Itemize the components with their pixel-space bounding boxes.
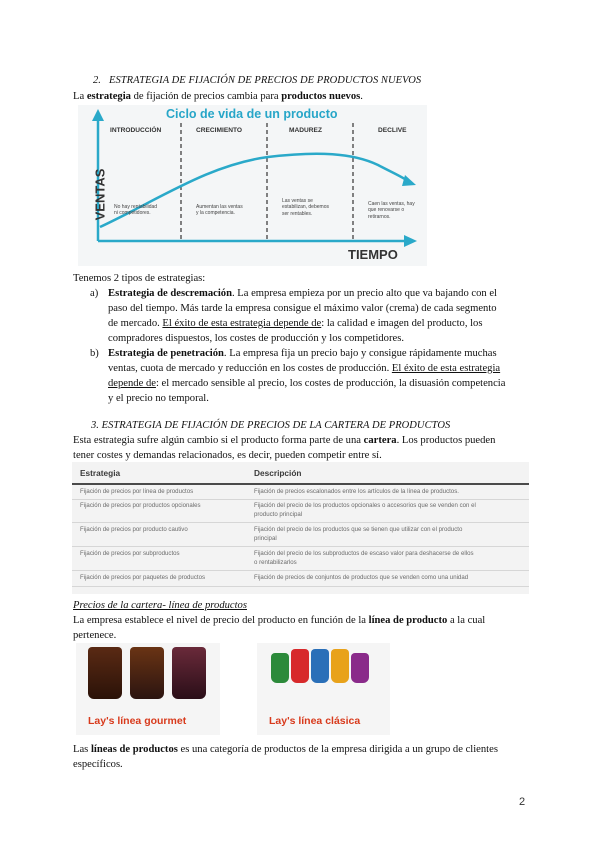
table-row-5-description: Fijación de precios de conjuntos de productos que se venden como una unidad xyxy=(254,574,469,581)
strategy-b-marker: b) xyxy=(90,348,99,359)
table-row-separator xyxy=(72,499,529,500)
gourmet-bag-image xyxy=(88,647,122,699)
stage-madurez: MADUREZ xyxy=(289,127,322,134)
note-declive: Caen las ventas, hay que renovarse o retirarnos. xyxy=(368,201,415,220)
linea-subheading: Precios de la cartera- línea de productos xyxy=(73,600,247,611)
x-axis-label: TIEMPO xyxy=(348,247,398,262)
section-2-heading: 2. ESTRATEGIA DE FIJACIÓN DE PRECIOS DE PRODUCTOS NUEVOS xyxy=(93,75,422,86)
gourmet-bag-image xyxy=(130,647,164,699)
classic-line-photo xyxy=(257,643,390,735)
table-row-3-description: Fijación del precio de los productos que se tienen que utilizar con el producto xyxy=(254,526,463,533)
lifecycle-title: Ciclo de vida de un producto xyxy=(166,107,338,121)
table-row-3-strategy: Fijación de precios por producto cautivo xyxy=(80,526,188,533)
table-row-separator xyxy=(72,586,529,587)
section-3-heading: 3. ESTRATEGIA DE FIJACIÓN DE PRECIOS DE LA CARTERA DE PRODUCTOS xyxy=(91,420,451,431)
strategy-b-line-4: y el precio no temporal. xyxy=(108,393,209,404)
closing-line-1: Las líneas de productos es una categoría de productos de la empresa dirigida a un grupo de clientes xyxy=(73,744,498,755)
gourmet-caption: Lay's línea gourmet xyxy=(88,715,187,727)
classic-bag-image xyxy=(271,653,289,683)
stage-declive: DECLIVE xyxy=(378,127,407,134)
note-introduccion: No hay rentabilidad ni competidores. xyxy=(114,204,158,217)
strategy-a-marker: a) xyxy=(90,288,99,299)
table-row-2-strategy: Fijación de precios por productos opcionales xyxy=(80,502,201,509)
classic-bag-image xyxy=(331,649,349,683)
strategy-b-line-1: Estrategia de penetración. La empresa fija un precio bajo y consigue rápidamente muchas xyxy=(108,348,497,359)
gourmet-bag-image xyxy=(172,647,206,699)
note-crecimiento: Aumentan las ventas y la competencia. xyxy=(196,204,243,217)
table-row-2-description-cont: producto principal xyxy=(254,511,303,518)
classic-caption: Lay's línea clásica xyxy=(269,715,361,727)
closing-line-2: específicos. xyxy=(73,759,123,770)
strategies-intro: Tenemos 2 tipos de estrategias: xyxy=(73,273,206,284)
table-row-separator xyxy=(72,570,529,571)
classic-bag-image xyxy=(351,653,369,683)
table-row-separator xyxy=(72,546,529,547)
stage-introduccion: INTRODUCCIÓN xyxy=(110,127,162,134)
table-row-4-strategy: Fijación de precios por subproductos xyxy=(80,550,180,557)
x-axis-arrow xyxy=(404,235,417,247)
product-lifecycle-figure xyxy=(78,105,427,266)
table-row-5-strategy: Fijación de precios por paquetes de productos xyxy=(80,574,205,581)
linea-line-2: pertenece. xyxy=(73,630,117,641)
strategy-b-line-3: depende de: el mercado sensible al precio, los costes de producción, la disuasión competencia xyxy=(108,378,506,389)
linea-line-1: La empresa establece el nivel de precio del producto en función de la línea de producto a la cual xyxy=(73,615,486,626)
y-axis-label: VENTAS xyxy=(92,168,108,221)
strategy-a-line-2: paso del tiempo. Más tarde la empresa consigue el máximo valor (crema) de cada segmento xyxy=(108,303,497,314)
table-header-estrategia: Estrategia xyxy=(80,468,121,478)
pricing-strategy-table xyxy=(72,462,529,594)
gourmet-line-photo xyxy=(76,643,220,735)
stage-crecimiento: CRECIMIENTO xyxy=(196,127,243,134)
strategy-a-line-1: Estrategia de descremación. La empresa empieza por un precio alto que va bajando con el xyxy=(108,288,497,299)
section-2-intro: La estrategia de fijación de precios cambia para productos nuevos. xyxy=(73,91,363,102)
table-row-2-description: Fijación del precio de los productos opcionales o accesorios que se venden con el xyxy=(254,502,476,509)
table-header-descripcion: Descripción xyxy=(254,468,302,478)
table-header-rule xyxy=(72,483,529,485)
note-madurez: Las ventas se estabilizan, debemos ser rentables. xyxy=(282,198,329,217)
section-3-line-1: Esta estrategia sufre algún cambio si el producto forma parte de una cartera. Los productos pueden xyxy=(73,435,496,446)
table-row-4-description: Fijación del precio de los subproductos de escaso valor para deshacerse de ellos xyxy=(254,550,474,557)
strategy-b-line-2: ventas, cuota de mercado y reducción en los costes de producción. El éxito de esta estrategia xyxy=(108,363,501,374)
table-row-separator xyxy=(72,522,529,523)
table-row-1-description: Fijación de precios escalonados entre los artículos de la línea de productos. xyxy=(254,488,459,495)
table-row-4-description-cont: o rentabilizarlos xyxy=(254,559,297,566)
classic-bag-image xyxy=(291,649,309,683)
page-number: 2 xyxy=(519,796,526,808)
table-row-3-description-cont: principal xyxy=(254,535,277,542)
sales-curve-arrow xyxy=(402,175,416,186)
section-3-line-2: tener costes y demandas relacionados, es decir, pueden competir entre sí. xyxy=(73,450,382,461)
y-axis-arrow xyxy=(92,109,104,121)
classic-bag-image xyxy=(311,649,329,683)
table-row-1-strategy: Fijación de precios por línea de productos xyxy=(80,488,194,495)
strategy-a-line-4: compradores dispuestos, los costes de producción y los competidores. xyxy=(108,333,404,344)
strategy-a-line-3: de mercado. El éxito de esta estrategia depende de: la calidad e imagen del producto, los xyxy=(108,318,483,329)
